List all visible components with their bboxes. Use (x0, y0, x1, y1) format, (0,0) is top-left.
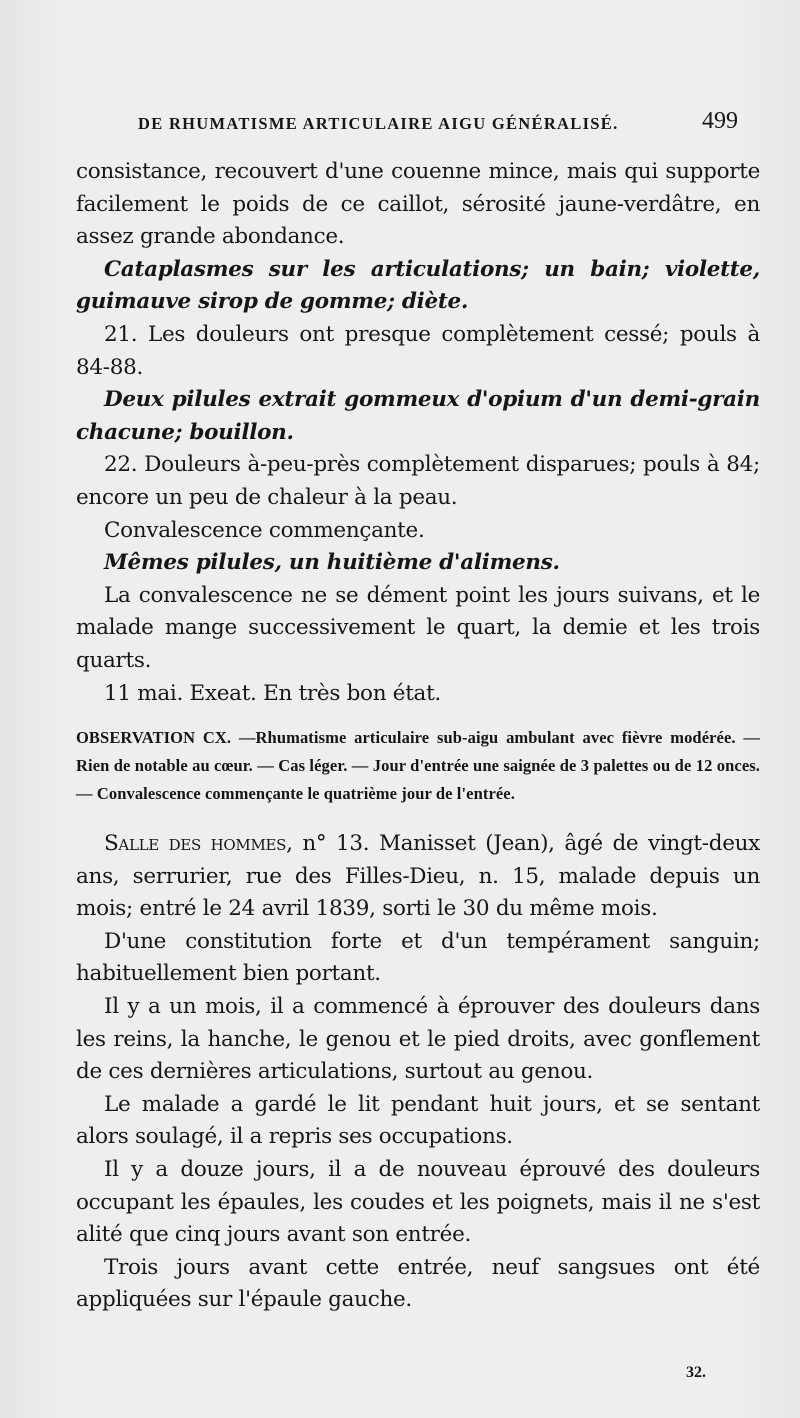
salle-label: Salle des hommes, (104, 831, 293, 857)
paragraph: 22. Douleurs à-peu-près complètement disparues; pouls à 84; encore un peu de chaleur à la peau. (76, 452, 760, 510)
signature-mark: 32. (686, 1364, 706, 1381)
observation-heading: OBSERVATION CX. —Rhumatisme articulaire sub-aigu ambulant avec fièvre modérée. — Rien de notable au cœur. — Cas léger. — Jour d'entrée une saignée de 3 palettes ou de 12 onces. — Convalescence commençante le quatrième jour de l'entrée. (76, 728, 760, 804)
prescription: Deux pilules extrait gommeux d'opium d'un demi-grain chacune; bouillon. (76, 387, 760, 445)
page-header (138, 108, 738, 138)
running-title: DE RHUMATISME ARTICULAIRE AIGU GÉNÉRALISÉ. (138, 114, 619, 133)
prescription: Cataplasmes sur les articulations; un bain; violette, guimauve sirop de gomme; diète. (76, 256, 760, 315)
prescription: Mêmes pilules, un huitième d'alimens. (104, 550, 560, 576)
paragraph: consistance, recouvert d'une couenne mince, mais qui supporte facilement le poids de ce caillot, sérosité jaune-verdâtre, en assez grande abondance. (76, 159, 760, 250)
paragraph: Trois jours avant cette entrée, neuf sangsues ont été appliquées sur l'épaule gauche. (76, 1254, 760, 1313)
paragraph: Il y a un mois, il a commencé à éprouver des douleurs dans les reins, la hanche, le genou et le pied droits, avec gonflement de ces dernières articulations, surtout au genou. (76, 994, 760, 1085)
paragraph: 11 mai. Exeat. En très bon état. (104, 680, 441, 706)
page-number: 499 (702, 108, 738, 134)
paragraph: Convalescence commençante. (104, 517, 425, 543)
paragraph: 21. Les douleurs ont presque complètement cessé; pouls à 84-88. (76, 321, 760, 380)
paragraph: D'une constitution forte et d'un tempérament sanguin; habituellement bien portant. (76, 928, 760, 987)
paragraph: Le malade a gardé le lit pendant huit jours, et se sentant alors soulagé, il a repris ses occupations. (76, 1091, 760, 1150)
paragraph: Il y a douze jours, il a de nouveau éprouvé des douleurs occupant les épaules, les coudes et les poignets, mais il ne s'est alité que cinq jours avant son entrée. (76, 1157, 760, 1248)
paragraph: La convalescence ne se dément point les jours suivans, et le malade mange successivement le quart, la demie et les trois quarts. (76, 582, 760, 673)
case-intro (76, 828, 760, 926)
case-details: n° 13. Manisset (Jean), âgé de vingt-deux ans, serrurier, rue des Filles-Dieu, n. 15, malade depuis un mois; entré le 24 avril 1839, sorti le 30 du même mois. (76, 831, 760, 922)
page-body (76, 156, 760, 1317)
